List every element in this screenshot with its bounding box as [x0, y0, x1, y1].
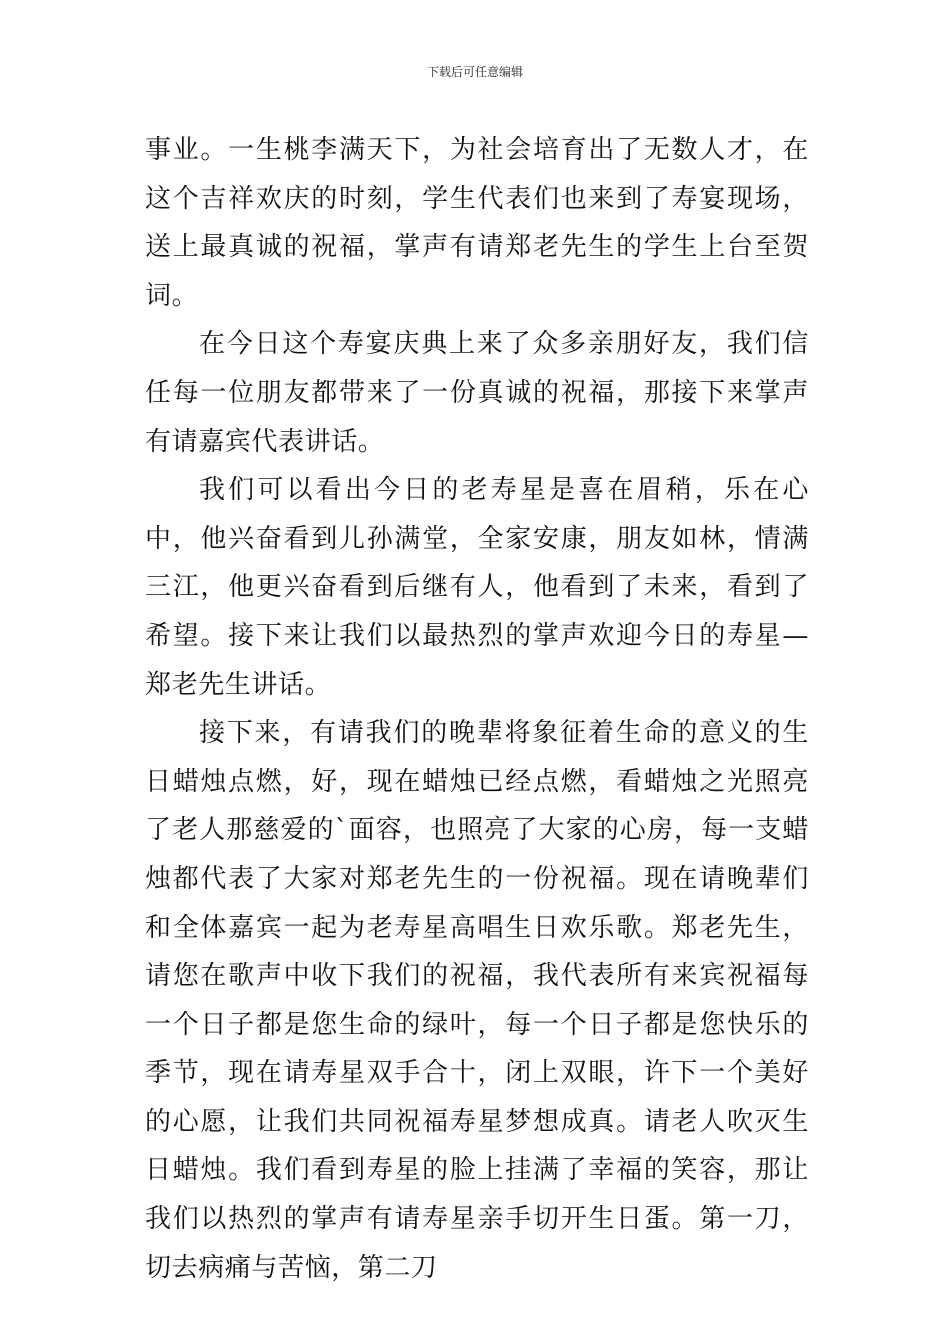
paragraph-birthday-star: 我们可以看出今日的老寿星是喜在眉稍，乐在心中，他兴奋看到儿孙满堂，全家安康，朋友如林，情满三江，他更兴奋看到后继有人，他看到了未来，看到了希望。接下来让我们以最热烈的掌声欢迎今日的寿星—郑老先生讲话。 — [145, 475, 809, 700]
page-header: 下载后可任意编辑 — [426, 65, 523, 79]
document-body — [145, 126, 809, 1292]
paragraph-continuation: 事业。一生桃李满天下，为社会培育出了无数人才，在这个吉祥欢庆的时刻，学生代表们也来到了寿宴现场，送上最真诚的祝福，掌声有请郑老先生的学生上台至贺词。 — [145, 135, 809, 311]
paragraph-guests: 在今日这个寿宴庆典上来了众多亲朋好友，我们信任每一位朋友都带来了一份真诚的祝福，那接下来掌声有请嘉宾代表讲话。 — [145, 329, 809, 457]
paragraph-candles: 接下来，有请我们的晚辈将象征着生命的意义的生日蜡烛点燃，好，现在蜡烛已经点燃，看蜡烛之光照亮了老人那慈爱的`面容，也照亮了大家的心房，每一支蜡烛都代表了大家对郑老先生的一份祝福。现在请晚辈们和全体嘉宾一起为老寿星高唱生日欢乐歌。郑老先生，请您在歌声中收下我们的祝福，我代表所有来宾祝福每一个日子都是您生命的绿叶，每一个日子都是您快乐的季节，现在请寿星双手合十，闭上双眼，许下一个美好的心愿，让我们共同祝福寿星梦想成真。请老人吹灭生日蜡烛。我们看到寿星的脸上挂满了幸福的笑容，那让我们以热烈的掌声有请寿星亲手切开生日蛋。第一刀，切去病痛与苦恼，第二刀 — [145, 718, 809, 1283]
